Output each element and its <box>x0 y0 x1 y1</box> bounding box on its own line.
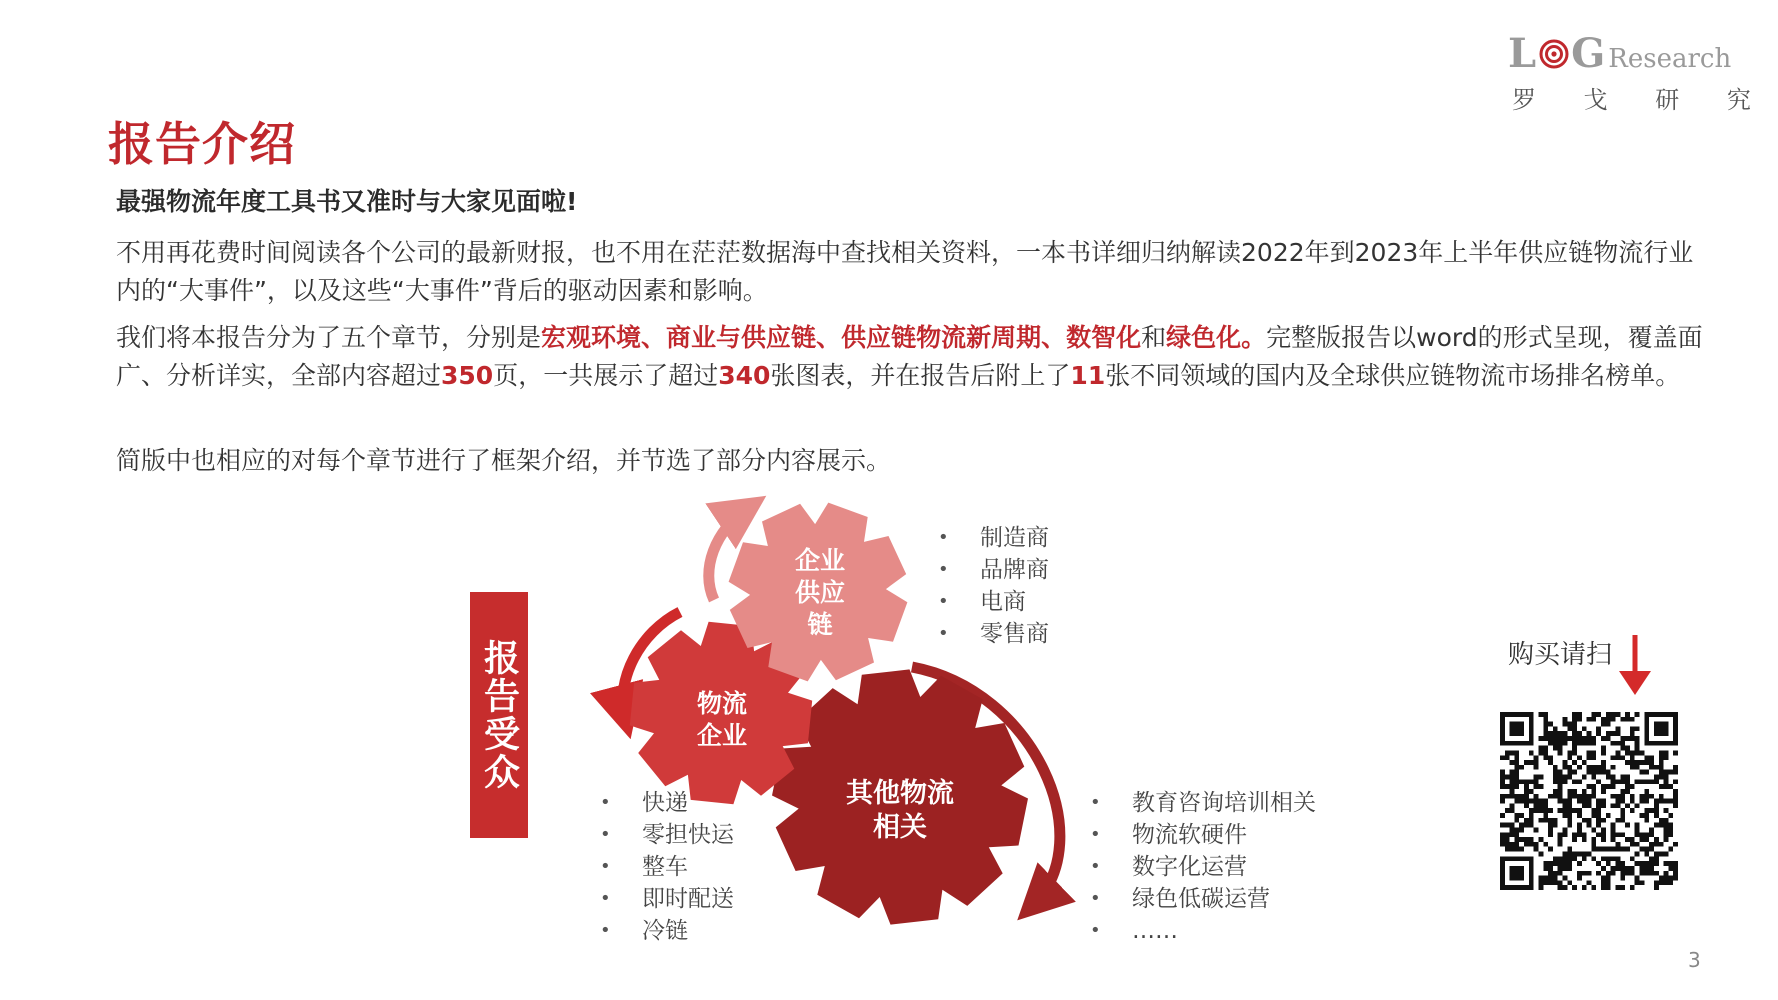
page-number: 3 <box>1688 948 1701 972</box>
chapter-digital: 数智化 <box>1066 323 1142 352</box>
gear-enterprise-label <box>770 545 870 641</box>
buy-label: 购买请扫 <box>1508 640 1613 670</box>
list-item: • 零担快运 <box>600 819 734 851</box>
gear-other-line-1: 其他物流 <box>846 778 954 809</box>
logo-letter-g: G <box>1571 30 1607 77</box>
gear-enterprise-line-2: 供应 <box>794 578 845 607</box>
intro-headline: 最强物流年度工具书又准时与大家见面啦! <box>116 187 578 216</box>
list-item: • 冷链 <box>600 915 734 947</box>
pages-count: 350 <box>441 361 494 390</box>
intro-paragraph-3: 简版中也相应的对每个章节进行了框架介绍，并节选了部分内容展示。 <box>116 446 892 475</box>
list-item: • 物流软硬件 <box>1090 819 1316 851</box>
qr-code-icon[interactable] <box>1500 712 1678 890</box>
intro-paragraph-1: 不用再花费时间阅读各个公司的最新财报，也不用在茫茫数据海中查找相关资料，一本书详细归纳解读2022年到2023年上半年供应链物流行业内的“大事件”，以及这些“大事件”背后的驱动因素和影响。 <box>116 238 1694 305</box>
list-item: • 即时配送 <box>600 883 734 915</box>
list-item: • 数字化运营 <box>1090 851 1316 883</box>
rankings-count: 11 <box>1070 361 1106 390</box>
list-item: • 整车 <box>600 851 734 883</box>
p2-text-c: 页，一共展示了超过 <box>493 361 719 390</box>
enterprise-list <box>938 522 1049 650</box>
p2-text-a: 我们将本报告分为了五个章节，分别是 <box>116 323 542 352</box>
list-item: • 品牌商 <box>938 554 1049 586</box>
list-item: • 制造商 <box>938 522 1049 554</box>
list-item: • 教育咨询培训相关 <box>1090 787 1316 819</box>
list-item: • 电商 <box>938 586 1049 618</box>
p2-and: 和 <box>1141 323 1167 352</box>
list-item: • 快递 <box>600 787 734 819</box>
list-item: • …… <box>1090 915 1316 947</box>
charts-count: 340 <box>718 361 771 390</box>
page-title: 报告介绍 <box>108 117 296 171</box>
other-list <box>1090 787 1316 947</box>
gear-other-line-2: 相关 <box>873 812 927 843</box>
list-item: • 零售商 <box>938 618 1049 650</box>
chapter-separator: 、 <box>816 323 842 352</box>
logo-subtitle: 罗 戈 研 究 <box>1512 86 1771 114</box>
gear-logistics-line-1: 物流 <box>696 689 747 718</box>
down-arrow-icon <box>1613 633 1657 697</box>
chapter-business: 商业与供应链 <box>666 323 817 352</box>
gear-enterprise-line-1: 企业 <box>794 546 845 575</box>
gear-logistics-line-2: 企业 <box>696 721 747 750</box>
logistics-list <box>600 787 734 947</box>
gear-other-label <box>830 777 970 845</box>
logo-letter-l: L <box>1508 30 1538 77</box>
audience-label: 报告受众 <box>478 639 520 791</box>
p2-text-e: 张不同领域的国内及全球供应链物流市场排名榜单。 <box>1105 361 1681 390</box>
gear-logistics-label <box>672 688 772 752</box>
p2-text-d: 张图表，并在报告后附上了 <box>770 361 1071 390</box>
list-item: • 绿色低碳运营 <box>1090 883 1316 915</box>
chapter-macro: 宏观环境 <box>541 323 642 352</box>
chapter-green: 绿色化。 <box>1166 323 1267 352</box>
chapter-separator: 、 <box>1041 323 1067 352</box>
chapter-new-cycle: 供应链物流新周期 <box>841 323 1042 352</box>
p2-text-b: 完整版报告以word的形式呈现，覆盖面广、分析详实，全部内容超过 <box>116 323 1703 390</box>
chapter-separator: 、 <box>641 323 667 352</box>
gear-enterprise-line-3: 链 <box>807 610 833 639</box>
logo-research: Research <box>1608 44 1732 74</box>
